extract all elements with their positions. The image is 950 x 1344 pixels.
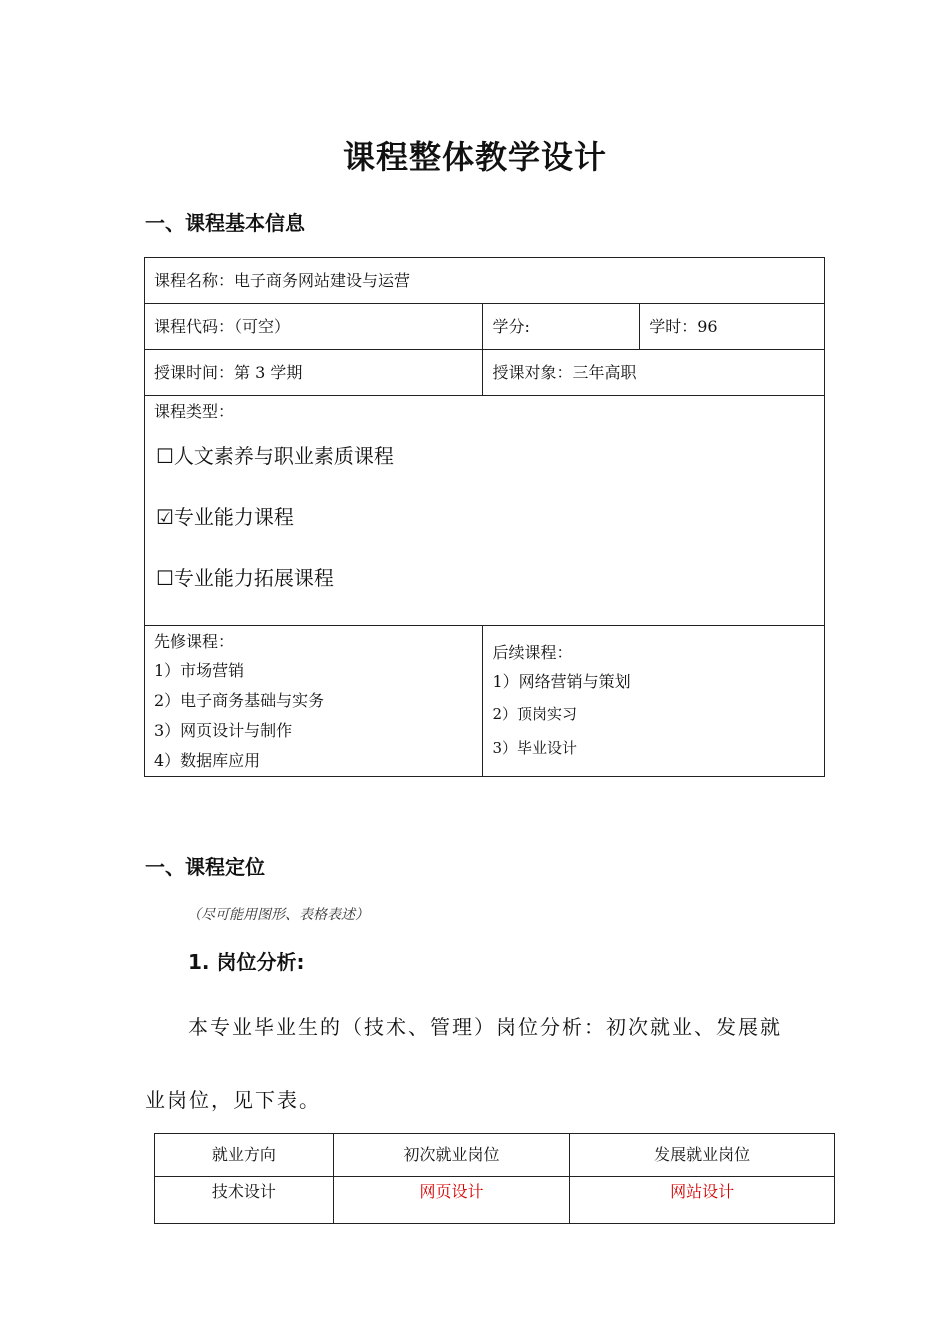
list-item: 3）网页设计与制作 <box>154 721 293 740</box>
course-name-cell: 课程名称：电子商务网站建设与运营 <box>145 258 825 304</box>
table-header-cell: 初次就业岗位 <box>333 1134 570 1177</box>
jobs-table <box>154 1133 835 1224</box>
paragraph-line: 业岗位，见下表。 <box>145 1088 321 1112</box>
table-row <box>145 304 825 350</box>
course-type-option: ☐人文素养与职业素质课程 <box>156 444 394 468</box>
followup-label: 后续课程： <box>492 643 573 662</box>
list-item: 1）市场营销 <box>154 661 245 680</box>
paragraph-line: 本专业毕业生的（技术、管理）岗位分析：初次就业、发展就 <box>188 1015 782 1039</box>
table-header-cell: 就业方向 <box>155 1134 334 1177</box>
audience-cell: 授课对象：三年高职 <box>483 350 825 396</box>
note-text: （尽可能用图形、表格表述） <box>187 907 369 923</box>
course-type-cell <box>145 396 825 626</box>
list-item: 4）数据库应用 <box>154 751 261 770</box>
section-heading-basic-info: 一、课程基本信息 <box>145 211 305 235</box>
table-row <box>155 1177 835 1224</box>
course-type-label: 课程类型： <box>154 402 235 421</box>
course-info-table <box>144 257 825 777</box>
table-row <box>155 1134 835 1177</box>
course-type-option: ☐专业能力拓展课程 <box>156 566 334 590</box>
list-item: 2）电子商务基础与实务 <box>154 691 325 710</box>
list-item: 2）顶岗实习 <box>492 705 578 723</box>
hours-cell: 学时：96 <box>640 304 825 350</box>
table-row <box>145 350 825 396</box>
table-cell: 技术设计 <box>155 1177 334 1224</box>
prerequisite-cell <box>145 626 483 777</box>
list-item: 1）网络营销与策划 <box>492 672 631 691</box>
table-row <box>145 396 825 626</box>
section-heading-positioning: 一、课程定位 <box>145 855 265 879</box>
followup-cell <box>483 626 825 777</box>
page-title: 课程整体教学设计 <box>342 138 607 176</box>
prerequisite-label: 先修课程： <box>154 632 235 651</box>
table-header-cell: 发展就业岗位 <box>570 1134 835 1177</box>
table-cell: 网站设计 <box>570 1177 835 1224</box>
list-item: 3）毕业设计 <box>492 739 578 757</box>
course-type-option: ☑专业能力课程 <box>156 505 294 529</box>
term-cell: 授课时间：第 3 学期 <box>145 350 483 396</box>
subsection-heading: 1. 岗位分析: <box>188 950 305 974</box>
credit-cell: 学分: <box>483 304 640 350</box>
course-code-cell: 课程代码：（可空） <box>145 304 483 350</box>
table-row <box>145 626 825 777</box>
table-row <box>145 258 825 304</box>
table-cell: 网页设计 <box>333 1177 570 1224</box>
